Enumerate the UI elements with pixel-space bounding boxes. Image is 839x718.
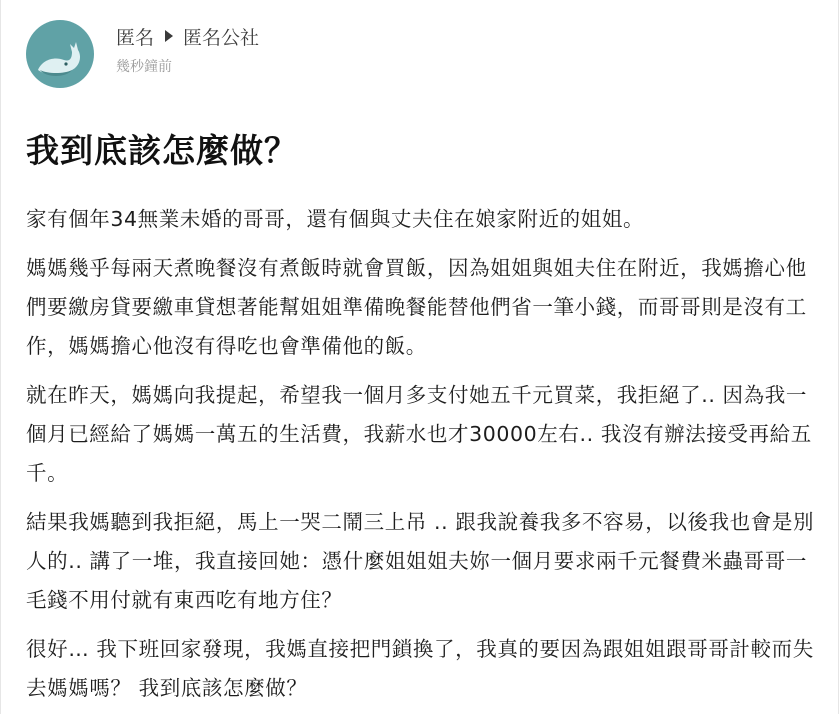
post-meta (116, 18, 259, 76)
post-paragraph: 結果我媽聽到我拒絕，馬上一哭二鬧三上吊 .. 跟我說養我多不容易，以後我也會是別人的.. 講了一堆，我直接回她：憑什麼姐姐姐夫妳一個月要求兩千元餐費米蟲哥哥一毛錢不用付就有東西吃有地方住？ (26, 510, 815, 612)
post-paragraph: 很好… 我下班回家發現，我媽直接把門鎖換了，我真的要因為跟姐姐跟哥哥計較而失去媽媽嗎？ 我到底該怎麼做？ (26, 637, 814, 700)
post-body (26, 200, 821, 718)
whale-icon (26, 20, 94, 88)
author-link[interactable]: 匿名 (116, 26, 155, 49)
post-paragraph: 就在昨天，媽媽向我提起，希望我一個月多支付她五千元買菜，我拒絕了.. 因為我一個月已經給了媽媽一萬五的生活費，我薪水也才30000左右.. 我沒有辦法接受再給五千。 (26, 383, 812, 485)
post-header (26, 18, 806, 88)
post-title: 我到底該怎麼做？ (26, 131, 298, 170)
avatar[interactable] (26, 20, 94, 88)
post-time: 幾秒鐘前 (116, 59, 172, 75)
caret-right-icon (165, 30, 173, 42)
board-link[interactable]: 匿名公社 (183, 26, 260, 49)
post-paragraph: 媽媽幾乎每兩天煮晚餐沒有煮飯時就會買飯，因為姐姐與姐夫住在附近，我媽擔心他們要繳房貸要繳車貸想著能幫姐姐準備晚餐能替他們省一筆小錢，而哥哥則是沒有工作，媽媽擔心他沒有得吃也會準備他的飯。 (26, 256, 807, 358)
breadcrumb (116, 18, 259, 54)
post-paragraph: 家有個年34無業未婚的哥哥，還有個與丈夫住在娘家附近的姐姐。 (26, 207, 645, 231)
